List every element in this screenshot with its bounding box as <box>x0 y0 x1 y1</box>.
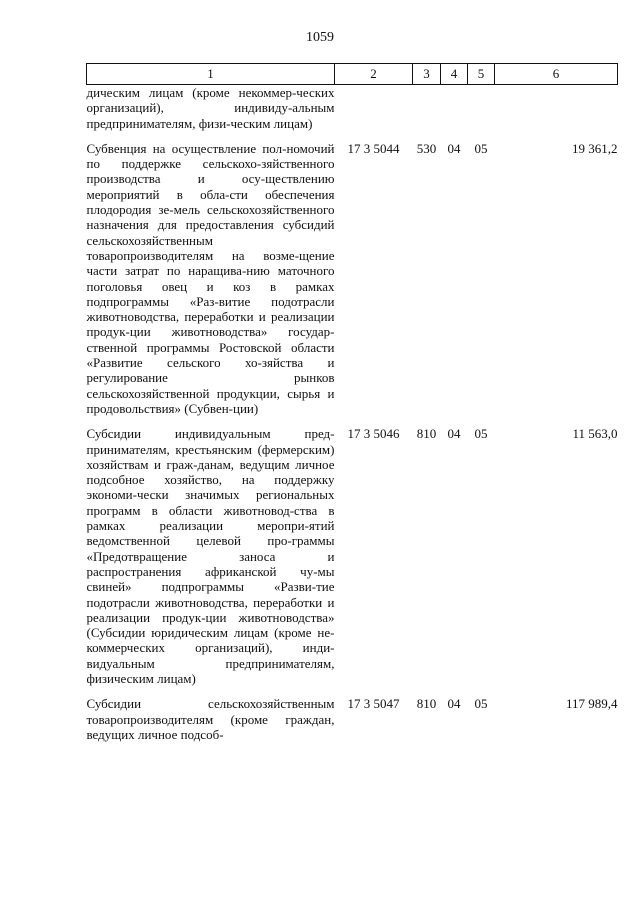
table-row <box>87 426 618 686</box>
budget-table <box>86 63 618 742</box>
row-spacer <box>87 686 618 696</box>
header-col-5: 5 <box>468 64 495 85</box>
row-target-code: 17 3 5046 <box>347 426 400 442</box>
row-description: дическим лицам (кроме некоммер-ческих организаций), индивиду-альным предпринимателям, физи-ческим лицам) <box>86 85 335 131</box>
row-subsection <box>468 85 495 131</box>
table-header-row <box>87 64 618 85</box>
header-col-4: 4 <box>441 64 468 85</box>
row-description: Субсидии сельскохозяйственным товаропроизводителям (кроме граждан, ведущих личное подсоб- <box>86 696 335 742</box>
header-col-2: 2 <box>335 64 413 85</box>
row-expense-type: 530 <box>416 140 437 156</box>
row-amount: 19 361,2 <box>572 140 618 156</box>
header-col-6: 6 <box>495 64 618 85</box>
row-target-code: 17 3 5047 <box>347 696 400 712</box>
row-section: 04 <box>447 140 461 156</box>
row-section: 04 <box>447 696 461 712</box>
table-row <box>87 696 618 742</box>
row-subsection: 05 <box>474 426 488 442</box>
row-target-code: 17 3 5044 <box>347 140 400 156</box>
row-subsection: 05 <box>474 140 488 156</box>
row-expense-type: 810 <box>416 696 437 712</box>
header-col-3: 3 <box>413 64 441 85</box>
row-description: Субвенция на осуществление пол-номочий по поддержке сельскохо-зяйственного производства и осу-ществлению мероприятий в обла-сти обеспечения плодородия зе-мель сельскохозяйственного назначения для предоставления субсидий сельскохозяйственным товаропроизводителям на возме-щение части затрат по наращива-нию маточного поголовья овец и коз в рамках подпрограммы «Раз-витие подотрасли животноводства, переработки и реализации продук-ции животноводства» государ-ственной программы Ростовской области «Развитие сельского хо-зяйства и регулирование рынков сельскохозяйственной продукции, сырья и продовольствия» (Субвен-ции) <box>86 140 335 416</box>
row-spacer <box>87 131 618 141</box>
table-row <box>87 141 618 416</box>
row-amount: 11 563,0 <box>572 426 618 442</box>
table-row <box>87 85 618 131</box>
row-expense-type <box>413 85 441 131</box>
row-amount: 117 989,4 <box>565 696 618 712</box>
row-expense-type: 810 <box>416 426 437 442</box>
row-spacer <box>87 416 618 426</box>
row-amount <box>495 85 618 131</box>
row-subsection: 05 <box>474 696 488 712</box>
page-number: 1059 <box>306 30 334 45</box>
row-description: Субсидии индивидуальным пред-принимателям, крестьянским (фермерским) хозяйствам и граж-данам, ведущим личное подсобное хозяйство, на поддержку экономи-чески значимых региональных программ в области животновод-ства в рамках реализации меропри-ятий ведомственной целевой про-граммы «Предотвращение заноса и распространения африканской чу-мы свиней» подпрограммы «Разви-тие подотрасли животноводства, переработки и реализации продук-ции животноводства» (Субсидии юридическим лицам (кроме не-коммерческих организаций), инди-видуальным предпринимателям, физическим лицам) <box>86 426 335 686</box>
row-target-code <box>335 85 413 131</box>
header-col-1: 1 <box>87 64 335 85</box>
row-section <box>441 85 468 131</box>
row-section: 04 <box>447 426 461 442</box>
